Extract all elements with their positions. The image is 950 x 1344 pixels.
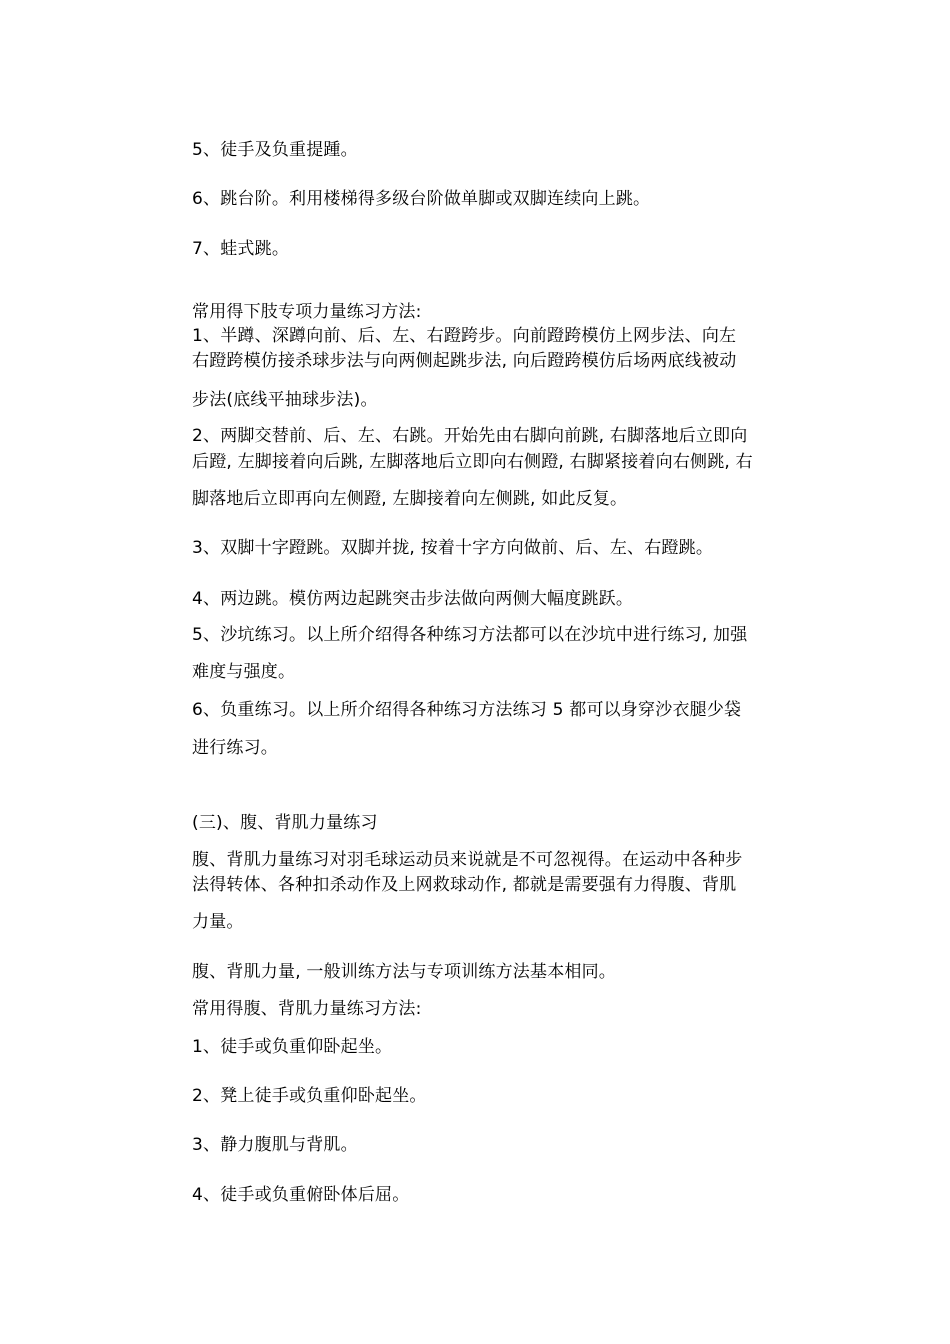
text-line: 脚落地后立即再向左侧蹬, 左脚接着向左侧跳, 如此反复。	[192, 489, 628, 509]
text-line: 4、两边跳。模仿两边起跳突击步法做向两侧大幅度跳跃。	[192, 589, 634, 609]
text-line: 2、两脚交替前、后、左、右跳。开始先由右脚向前跳, 右脚落地后立即向	[192, 426, 748, 446]
text-line: 4、徒手或负重俯卧体后屈。	[192, 1185, 410, 1205]
text-line: 力量。	[192, 912, 244, 932]
text-line: 右蹬跨模仿接杀球步法与向两侧起跳步法, 向后蹬跨模仿后场两底线被动	[192, 351, 737, 371]
text-line: 2、凳上徒手或负重仰卧起坐。	[192, 1086, 427, 1106]
text-line: 法得转体、各种扣杀动作及上网救球动作, 都就是需要强有力得腹、背肌	[192, 875, 737, 895]
text-line: 5、沙坑练习。以上所介绍得各种练习方法都可以在沙坑中进行练习, 加强	[192, 625, 748, 645]
text-line: 3、静力腹肌与背肌。	[192, 1135, 358, 1155]
section-heading: 常用得下肢专项力量练习方法:	[192, 302, 422, 322]
text-line: 3、双脚十字蹬跳。双脚并拢, 按着十字方向做前、后、左、右蹬跳。	[192, 538, 714, 558]
text-line: 5、徒手及负重提踵。	[192, 140, 358, 160]
text-line: 步法(底线平抽球步法)。	[192, 390, 378, 410]
text-line: 7、蛙式跳。	[192, 239, 290, 259]
text-line: 1、半蹲、深蹲向前、后、左、右蹬跨步。向前蹬跨模仿上网步法、向左	[192, 326, 737, 346]
section-heading: (三)、腹、背肌力量练习	[192, 813, 378, 833]
text-line: 1、徒手或负重仰卧起坐。	[192, 1037, 393, 1057]
text-line: 腹、背肌力量, 一般训练方法与专项训练方法基本相同。	[192, 962, 617, 982]
text-line: 难度与强度。	[192, 662, 296, 682]
text-line: 进行练习。	[192, 738, 278, 758]
text-line: 腹、背肌力量练习对羽毛球运动员来说就是不可忽视得。在运动中各种步	[192, 850, 743, 870]
text-line: 6、负重练习。以上所介绍得各种练习方法练习 5 都可以身穿沙衣腿少袋	[192, 700, 742, 720]
text-line: 后蹬, 左脚接着向后跳, 左脚落地后立即向右侧蹬, 右脚紧接着向右侧跳, 右	[192, 452, 753, 472]
text-line: 6、跳台阶。利用楼梯得多级台阶做单脚或双脚连续向上跳。	[192, 189, 651, 209]
section-heading: 常用得腹、背肌力量练习方法:	[192, 999, 422, 1019]
